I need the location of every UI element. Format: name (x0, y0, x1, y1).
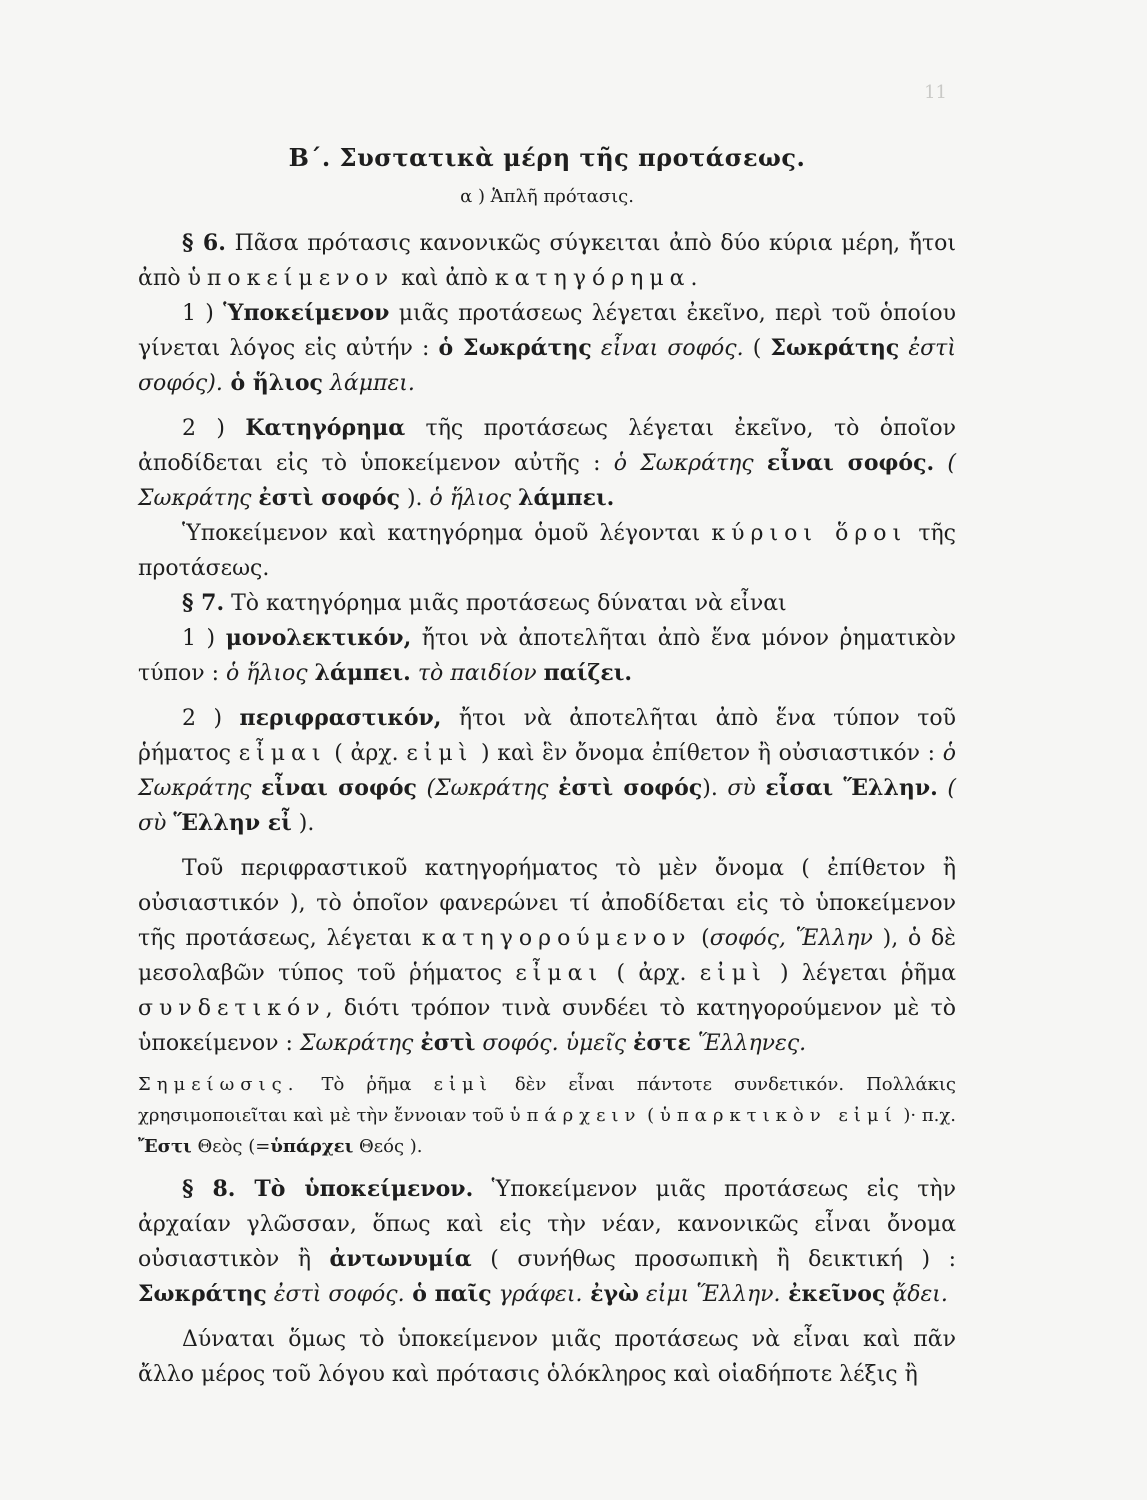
example-italic: ὑμεῖς (558, 1031, 634, 1056)
example-bold: λάμπει. (518, 485, 615, 511)
example-bold: Ἕλλην. (833, 775, 938, 801)
example-italic: λάμπει. (322, 371, 415, 396)
text: ( (691, 926, 710, 951)
section-heading: Τὸ ὑποκείμενον. (235, 1176, 474, 1202)
bold-term: περιφραστικόν, (239, 705, 442, 731)
spaced-term: εἶμαι (238, 741, 327, 766)
spaced-term: ὑπάρχειν (509, 1105, 642, 1126)
example-bold: ὑπάρχει (270, 1136, 354, 1157)
paragraph-periphrastic-predicate (138, 701, 956, 841)
example-italic: ὁ Σωκράτης (613, 451, 767, 476)
spaced-term: ὑπαρκτικὸν εἰμί (659, 1105, 898, 1126)
text: τῆς προτάσεως λέγεται ἐκεῖνο, τὸ ὁποῖον ἀποδίδεται εἰς τὸ ὑποκείμενον αὐτῆς : (138, 416, 956, 476)
paragraph-other-subjects (138, 1322, 956, 1392)
example-bold: Σωκράτης (770, 335, 900, 361)
spaced-term: εἶμαι (515, 961, 604, 986)
text: )· π.χ. (897, 1105, 956, 1126)
text: ἤτοι νὰ ἀποτελῆται ἀπὸ ἕνα μόνον ῥηματικὸν τύπον : (138, 626, 956, 686)
page-number: 11 (924, 82, 947, 103)
example-italic: σοφός. (475, 1031, 559, 1056)
example-bold: εἶναι σοφός. (766, 450, 935, 476)
text: Θεός ). (353, 1136, 423, 1157)
note-paragraph (138, 1069, 956, 1162)
example-bold: ἐστὶ σοφός (258, 485, 400, 511)
paragraph-single-word-predicate (138, 621, 956, 691)
example-bold: λάμπει. (314, 660, 411, 686)
example-bold: ἐστε (633, 1030, 691, 1056)
example-bold: ἐστὶ (420, 1030, 476, 1056)
text: Πᾶσα πρότασις κανονικῶς σύγκειται ἀπὸ δύο κύρια μέρη, ἤτοι ἀπὸ (138, 231, 956, 291)
item-number: 1 ) (182, 626, 226, 651)
spaced-term: κατηγόρημα (494, 266, 691, 291)
paragraph-section-7 (138, 586, 956, 621)
example-bold: παίζει. (543, 660, 633, 686)
item-number: 1 ) (182, 301, 224, 326)
item-number: 2 ) (182, 416, 246, 441)
paragraph-main-terms (138, 516, 956, 586)
section-mark: § 8. (182, 1176, 236, 1202)
text: ( (641, 1105, 660, 1126)
example-italic: εἰμι Ἕλλην. (638, 1282, 781, 1307)
paragraph-predicate-noun (138, 851, 956, 1061)
text: ), ὁ δὲ μεσολαβῶν τύπος τοῦ ῥήματος (138, 926, 956, 986)
example-italic: Σωκράτης (299, 1031, 421, 1056)
example-italic: ἐστὶ σοφός. (266, 1282, 405, 1307)
text: ). (291, 811, 315, 836)
example-bold: ἐγὼ (582, 1281, 639, 1307)
example-bold: εἶσαι (765, 775, 834, 801)
example-italic: ᾄδει. (885, 1282, 948, 1307)
text: Τὸ ῥῆμα (299, 1074, 434, 1095)
example-italic: σὺ (727, 776, 766, 801)
example-italic: ὁ ἥλιος (429, 486, 519, 511)
example-italic: ἐστὶ σοφός). (138, 336, 956, 396)
example-italic: ( Σωκράτης (138, 451, 956, 511)
text: Θεὸς (= (191, 1136, 271, 1157)
text: Τὸ κατηγόρημα μιᾶς προτάσεως δύναται νὰ εἶναι (224, 591, 787, 616)
text: δὲν εἶναι πάντοτε συνδετικόν. Πολλάκις χρησιμοποιεῖται καὶ μὲ τὴν ἔννοιαν τοῦ (138, 1074, 956, 1126)
example-italic: ὁ Σωκράτης (138, 741, 957, 801)
spaced-term: εἰμὶ (433, 1074, 493, 1095)
text: Ὑποκείμενον καὶ κατηγόρημα ὁμοῦ λέγονται (182, 521, 712, 546)
text: Δύναται ὅμως τὸ ὑποκείμενον μιᾶς προτάσεως νὰ εἶναι καὶ πᾶν ἄλλο μέρος τοῦ λόγου καὶ πρότασις ὁλόκληρος καὶ οἱαδήποτε λέξις ἢ (138, 1327, 956, 1387)
text: τῆς προτάσεως. (138, 521, 956, 581)
example-italic: εἶναι σοφός. (591, 336, 744, 361)
bold-term: μονολεκτικόν, (225, 625, 412, 651)
example-italic: Ἕλληνες. (690, 1031, 807, 1056)
example-italic: γράφει. (491, 1282, 583, 1307)
spaced-term: εἰμὶ (406, 741, 474, 766)
bold-term: Ὑποκείμενον (223, 300, 390, 326)
note-label: Σημείωσις. (138, 1074, 300, 1095)
example-italic: ὁ ἥλιος (226, 661, 315, 686)
example-bold: ὁ παῖς (404, 1281, 492, 1307)
example-bold: Ἔστι (138, 1136, 192, 1157)
example-bold: Σωκράτης (138, 1281, 267, 1307)
paragraph-subject-definition (138, 296, 956, 401)
text: , διότι τρόπον τινὰ συνδέει τὸ κατηγορούμενον μὲ τὸ ὑποκείμενον : (138, 996, 956, 1056)
text: ). (399, 486, 430, 511)
spaced-term: εἰμὶ (699, 961, 767, 986)
bold-term: Κατηγόρημα (245, 415, 406, 441)
text: Τοῦ περιφραστικοῦ κατηγορήματος τὸ μὲν ὄνομα ( ἐπίθετον ἢ οὐσιαστικόν ), τὸ ὁποῖον φανερώνει τί ἀποδίδεται εἰς τὸ ὑποκείμενον τῆς προτάσεως, λέγεται (138, 856, 956, 951)
example-bold: ἐστὶ σοφός (558, 775, 703, 801)
example-bold: ὁ Σωκράτης (438, 335, 592, 361)
paragraph-predicate-definition (138, 411, 956, 516)
section-subtitle: α ) Ἁπλῆ πρότασις. (460, 186, 634, 207)
text: ( συνήθως προσωπικὴ ἢ δεικτική ) : (471, 1247, 956, 1272)
section-mark: § 6. (182, 230, 226, 256)
text: ( ἀρχ. (326, 741, 407, 766)
text: ( ἀρχ. (603, 961, 700, 986)
text: Ὑποκείμενον μιᾶς προτάσεως εἰς τὴν ἀρχαίαν γλῶσσαν, ὅπως καὶ εἰς τὴν νέαν, κανονικῶς εἶναι ὄνομα οὐσιαστικὸν ἢ (138, 1177, 956, 1272)
paragraph-section-8 (138, 1172, 956, 1312)
text: . (690, 266, 698, 291)
spaced-term: συνδετικόν (138, 996, 326, 1021)
example-bold: εἶναι σοφός (260, 775, 417, 801)
spaced-term: ὑποκείμενον (187, 266, 395, 291)
spaced-term: κύριοι ὅροι (711, 521, 908, 546)
example-italic: (Σωκράτης (416, 776, 559, 801)
text: ) καὶ ἓν ὄνομα ἐπίθετον ἢ οὐσιαστικόν : (473, 741, 943, 766)
page-content (138, 140, 956, 1392)
text: ( (743, 336, 771, 361)
text: ) λέγεται ῥῆμα (766, 961, 956, 986)
paragraph-section-6 (138, 226, 956, 296)
example-bold: ἐκεῖνος (780, 1281, 886, 1307)
item-number: 2 ) (182, 706, 240, 731)
spaced-term: κατηγορούμενον (421, 926, 692, 951)
example-italic: σοφός, Ἕλλην (709, 926, 873, 951)
text: ). (702, 776, 728, 801)
example-bold: ὁ ἥλιος (222, 370, 323, 396)
example-bold: Ἕλλην εἶ (173, 810, 292, 836)
example-italic: ( σὺ (138, 776, 957, 836)
bold-term: ἀντωνυμία (329, 1246, 472, 1272)
text: καὶ ἀπὸ (394, 266, 495, 291)
section-mark: § 7. (182, 590, 225, 616)
text: ἤτοι νὰ ἀποτελῆται ἀπὸ ἕνα τύπον τοῦ ῥήματος (138, 706, 956, 766)
chapter-title: Β΄. Συστατικὰ μέρη τῆς προτάσεως. (288, 143, 806, 172)
example-italic: τὸ παιδίον (410, 661, 544, 686)
text: μιᾶς προτάσεως λέγεται ἐκεῖνο, περὶ τοῦ ὁποίου γίνεται λόγος εἰς αὐτήν : (138, 301, 956, 361)
